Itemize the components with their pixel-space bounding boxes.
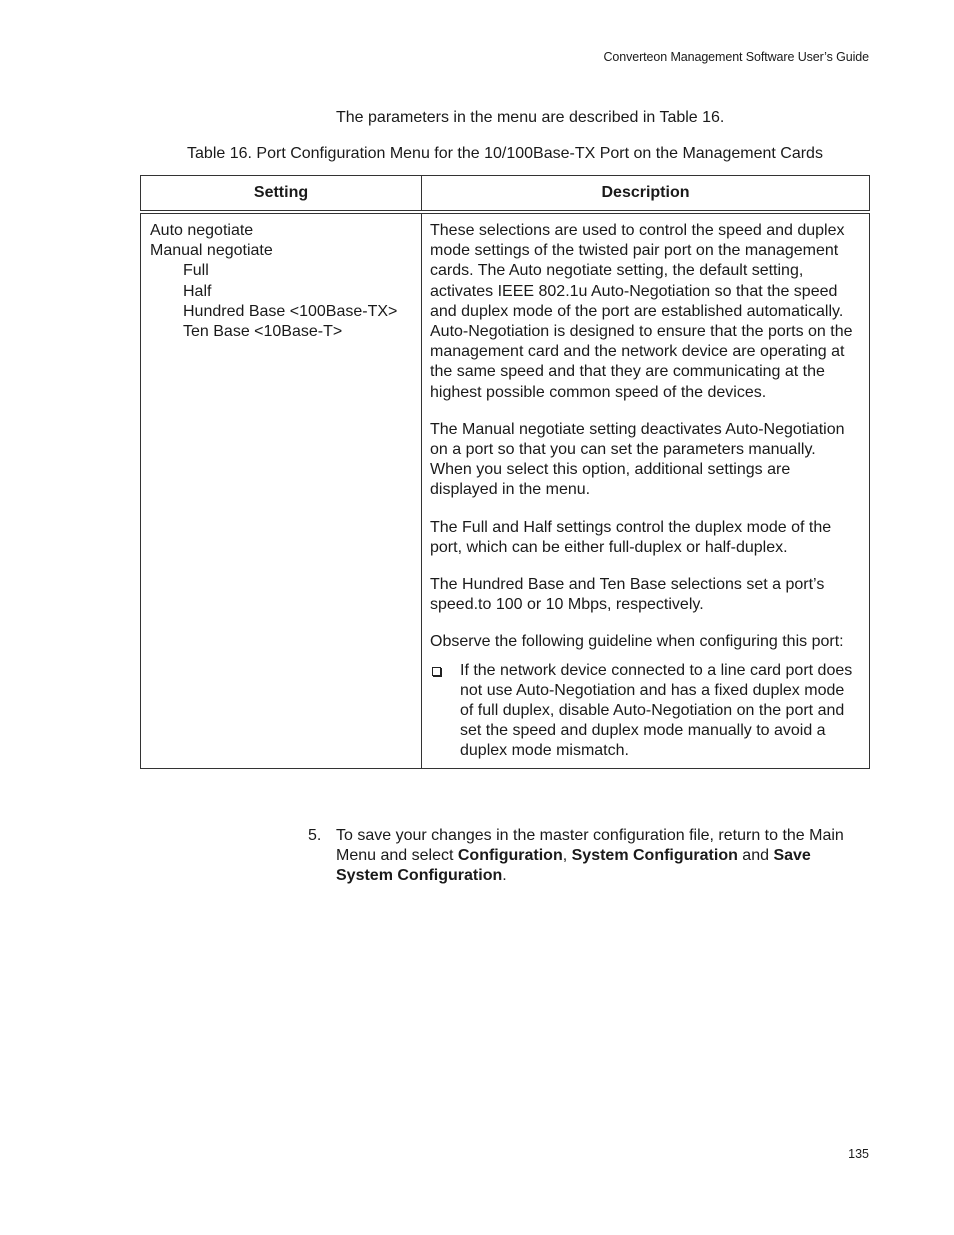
step-text-separator: and [737,847,774,865]
step-5 [308,826,848,887]
guideline-text: If the network device connected to a line card port does not use Auto-Negotiation and has a fixed duplex mode of full duplex, disable Auto-Negotiation on the port and set the speed and duplex mode manually to avoid a duplex mode mismatch. [460,661,853,760]
description-paragraph: These selections are used to control the speed and duplex mode settings of the twisted pair port on the management cards. The Auto negotiate setting, the default setting, activates IEEE 802.1u Auto-Negotiation so that the speed and duplex mode of the port are established automatically. Auto-Negotiation is designed to ensure that the ports on the management card and the network device are operating at the same speed and that they are communicating at the highest possible common speed of the devices. [430,222,853,401]
step-number: 5. [308,827,322,844]
setting-half: Half [183,282,212,300]
description-paragraph: Observe the following guideline when configuring this port: [430,633,844,651]
setting-full: Full [183,262,209,280]
menu-configuration: Configuration [457,847,563,865]
table-row [141,212,870,768]
checkbox-bullet-icon [432,667,441,676]
menu-save-system-configuration: Save System Configuration [336,847,811,885]
setting-hundred-base: Hundred Base <100Base-TX> [183,302,398,320]
table-caption: Table 16. Port Configuration Menu for the 10/100Base-TX Port on the Management Cards [187,145,823,162]
intro-text: The parameters in the menu are described in Table 16. [336,109,725,126]
table-header-row [141,176,870,213]
step-text [336,826,848,887]
description-paragraph: The Full and Half settings control the duplex mode of the port, which can be either full-duplex or half-duplex. [430,518,832,556]
description-paragraph: The Manual negotiate setting deactivates Auto-Negotiation on a port so that you can set the parameters manually. When you select this option, additional settings are displayed in the menu. [430,420,845,499]
step-text-part: To save your changes in the master configuration file, return to the Main Menu and select [336,827,844,865]
port-configuration-table [140,175,870,769]
setting-manual-negotiate: Manual negotiate [150,242,273,260]
menu-system-configuration: System Configuration [571,847,738,865]
column-header-description: Description [422,176,870,213]
setting-ten-base: Ten Base <10Base-T> [183,323,343,341]
setting-auto-negotiate: Auto negotiate [150,222,254,239]
description-cell [422,212,870,768]
running-header: Converteon Management Software User’s Guide [603,50,869,64]
setting-cell [141,212,422,768]
step-text-end: . [502,867,507,885]
page-number: 135 [848,1147,869,1161]
guideline-bullet [430,661,861,762]
description-paragraph: The Hundred Base and Ten Base selections set a port’s speed.to 100 or 10 Mbps, respectively. [430,576,825,614]
column-header-setting: Setting [141,176,422,213]
step-text-separator: , [562,847,572,865]
